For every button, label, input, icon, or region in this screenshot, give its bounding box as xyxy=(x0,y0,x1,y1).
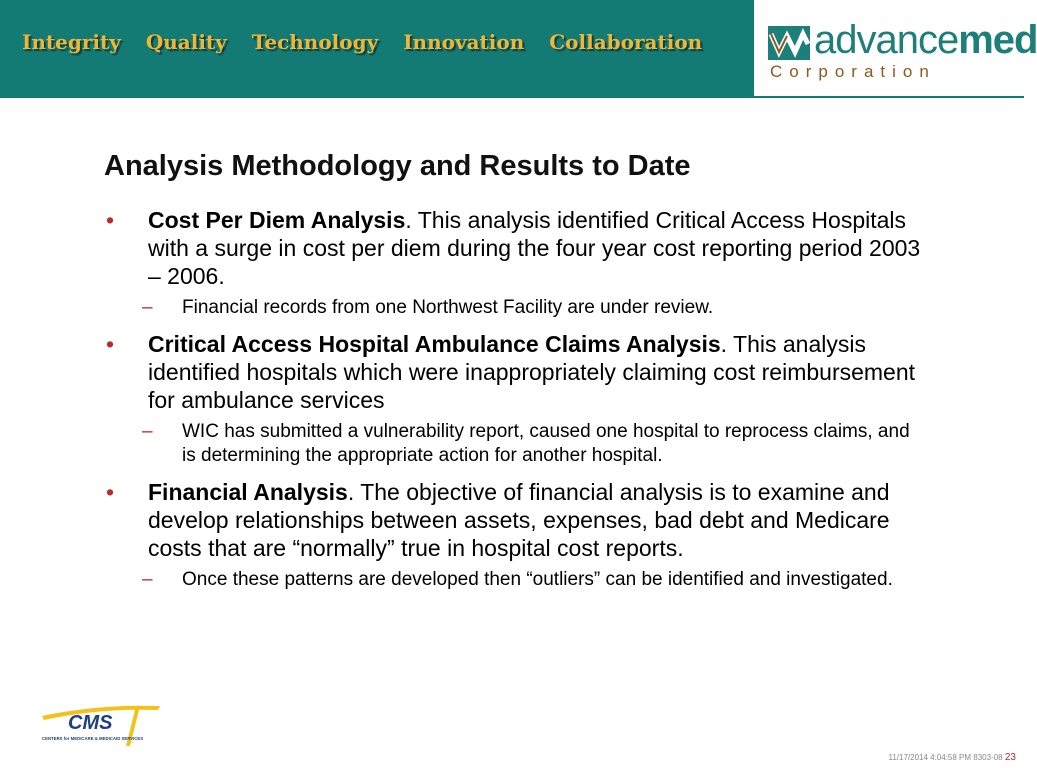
logo-word-med: med xyxy=(958,18,1037,62)
value-collaboration: Collaboration xyxy=(549,30,703,54)
sub-bullet-item xyxy=(104,420,912,468)
advancemed-logo xyxy=(754,0,1037,98)
sub-bullet-text: Financial records from one Northwest Facility are under review. xyxy=(182,297,714,318)
sub-bullet-dash-icon: – xyxy=(142,297,153,318)
bullet-dot-icon: • xyxy=(106,331,115,357)
cms-logo-icon xyxy=(40,702,162,748)
bullet-text: . This analysis identified Critical Access Hospitals with a surge in cost per diem during the four year cost reporting period 2003 – 2006. xyxy=(148,207,921,289)
header-banner xyxy=(0,0,754,98)
advancemed-mark-icon xyxy=(768,26,810,60)
cms-logo-abbr: CMS xyxy=(68,712,113,734)
bullet-text: . This analysis identified hospitals which were inappropriately claiming cost reimbursement for ambulance services xyxy=(148,331,916,413)
bullet-item xyxy=(104,478,924,562)
sub-bullet-item xyxy=(104,568,912,592)
bullet-heading: Financial Analysis xyxy=(148,479,348,505)
slide-body xyxy=(104,206,924,602)
sub-bullet-text: WIC has submitted a vulnerability report, caused one hospital to reprocess claims, and is determining the appropriate action for another hospital. xyxy=(182,421,910,466)
logo-subtitle: Corporation xyxy=(770,62,936,81)
sub-bullet-item xyxy=(104,296,912,320)
page-number: 23 xyxy=(1004,752,1016,763)
bullet-dot-icon: • xyxy=(106,479,115,505)
sub-bullet-dash-icon: – xyxy=(142,421,153,442)
bullet-item xyxy=(104,206,924,290)
logo-word-advance: advance xyxy=(814,18,959,62)
logo-wordmark xyxy=(814,18,1037,62)
value-innovation: Innovation xyxy=(403,30,525,54)
cms-logo-full: CENTERS for MEDICARE & MEDICAID SERVICES xyxy=(42,736,144,741)
bullet-dot-icon: • xyxy=(106,207,115,233)
bullet-heading: Critical Access Hospital Ambulance Claims Analysis xyxy=(148,331,721,357)
sub-bullet-text: Once these patterns are developed then “outliers” can be identified and investigated. xyxy=(182,569,893,590)
bullet-text: . The objective of financial analysis is to examine and develop relationships between assets, expenses, bad debt and Medicare costs that are “normally” true in hospital cost reports. xyxy=(148,479,890,561)
value-integrity: Integrity xyxy=(22,30,121,54)
slide-title: Analysis Methodology and Results to Date xyxy=(104,150,691,182)
sub-bullet-dash-icon: – xyxy=(142,569,153,590)
footer-timestamp: 11/17/2014 4:04:58 PM 8303-08 xyxy=(888,753,1003,762)
value-technology: Technology xyxy=(251,30,379,54)
value-quality: Quality xyxy=(145,30,227,54)
values-tagline xyxy=(22,30,702,54)
bullet-heading: Cost Per Diem Analysis xyxy=(148,207,406,233)
slide-footer xyxy=(888,752,1016,763)
bullet-item xyxy=(104,330,924,414)
